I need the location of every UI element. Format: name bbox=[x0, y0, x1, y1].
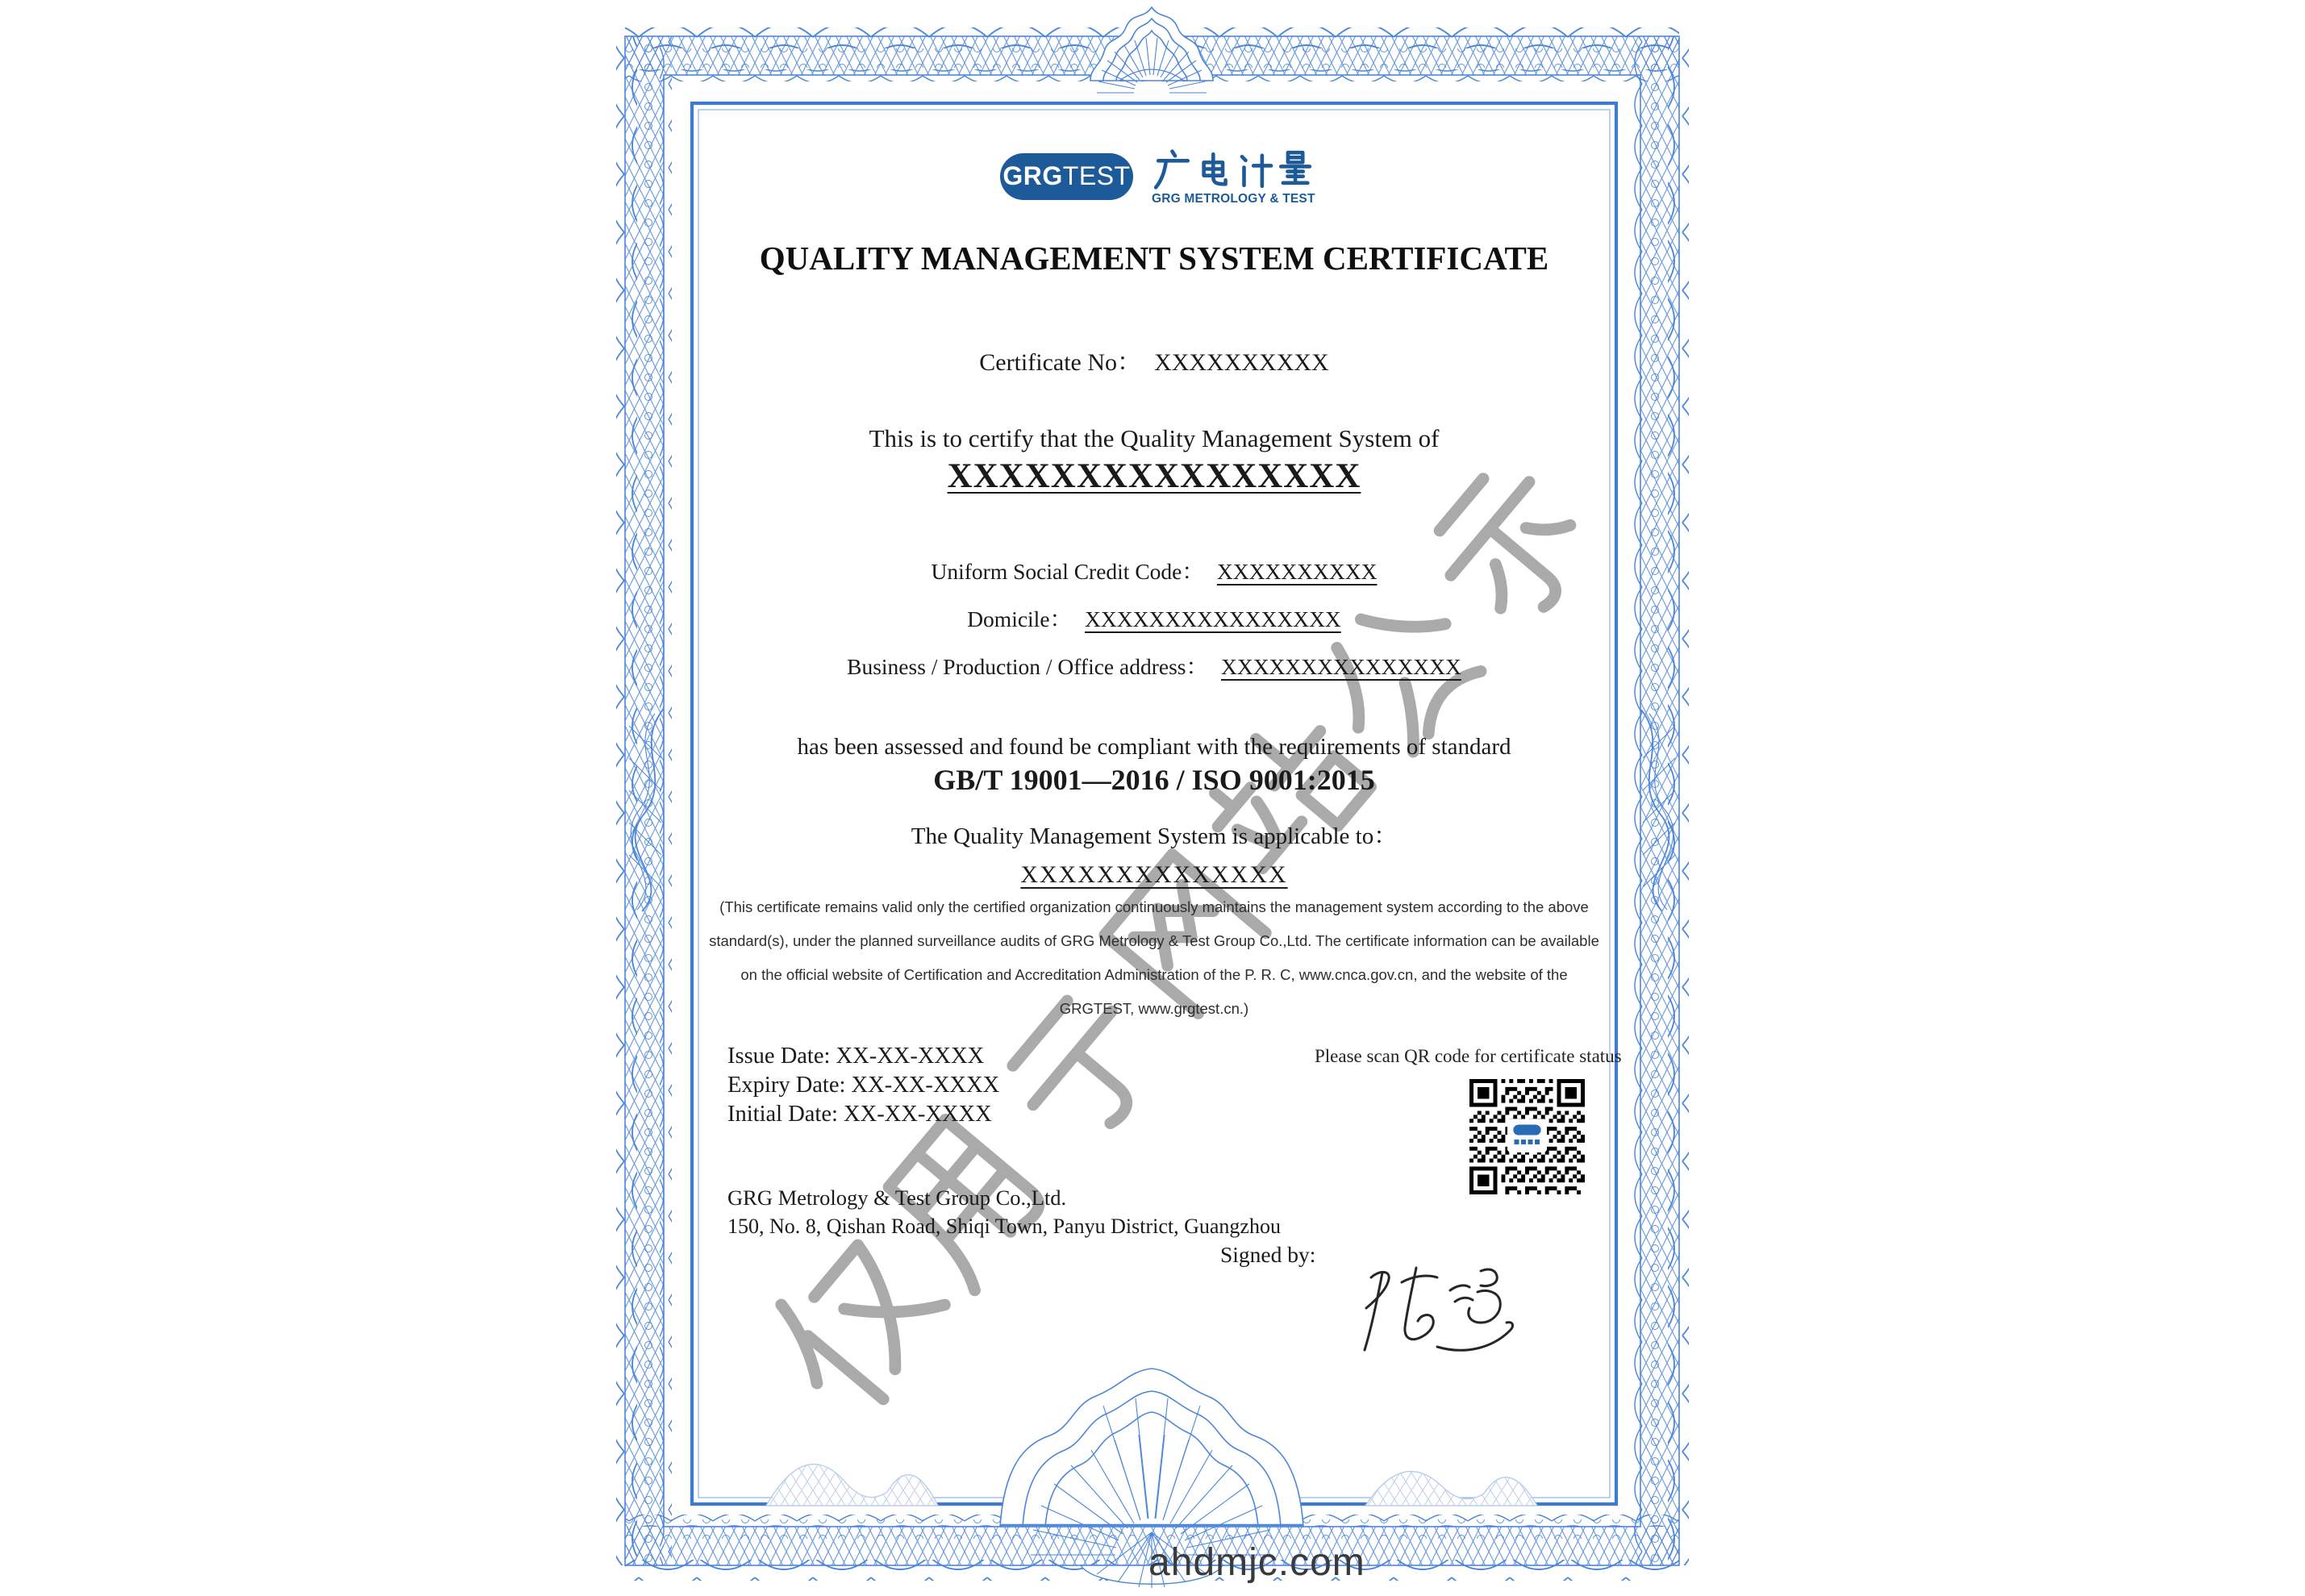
issue-date-value: XX-XX-XXXX bbox=[836, 1044, 985, 1069]
logo-tagline: GRG METROLOGY & TEST bbox=[1152, 192, 1315, 206]
issuer-name: GRG Metrology & Test Group Co.,Ltd. bbox=[727, 1186, 1067, 1210]
certify-intro-line: This is to certify that the Quality Management System of bbox=[869, 424, 1440, 452]
footer-site-text: ahdmjc.com bbox=[1148, 1541, 1365, 1584]
field-business-address bbox=[692, 648, 1616, 681]
qr-caption: Please scan QR code for certificate status bbox=[1315, 1046, 1622, 1066]
logo-pill-light: TEST bbox=[1062, 161, 1131, 190]
fine-print-line-4: GRGTEST, www.grgtest.cn.) bbox=[1059, 1000, 1249, 1017]
scope-intro-line: The Quality Management System is applicable to： bbox=[911, 823, 1398, 849]
signature-handwriting bbox=[1360, 1260, 1521, 1365]
initial-date-label: Initial Date: bbox=[727, 1102, 838, 1127]
field-business-address-label: Business / Production / Office address： bbox=[847, 654, 1208, 679]
certificate-no-label: Certificate No： bbox=[979, 349, 1142, 376]
field-domicile bbox=[692, 601, 1616, 633]
scope-value: XXXXXXXXXXXXXX bbox=[1020, 861, 1288, 888]
fine-print-line-3: on the official website of Certification and Accreditation Administration of the P. R. C, www.cnca.gov.cn, and the website of the bbox=[740, 966, 1568, 983]
logo-pill-bold: GRG bbox=[1002, 161, 1063, 190]
logo-chinese-characters-icon bbox=[1152, 148, 1316, 190]
logo-pill bbox=[1000, 153, 1133, 200]
issue-date-line bbox=[727, 1044, 984, 1069]
field-domicile-value: XXXXXXXXXXXXXXXX bbox=[1085, 606, 1341, 631]
certificate-no-value: XXXXXXXXXX bbox=[1154, 349, 1329, 376]
issuer-address: 150, No. 8, Qishan Road, Shiqi Town, Panyu District, Guangzhou bbox=[727, 1215, 1281, 1238]
issue-date-label: Issue Date: bbox=[727, 1044, 831, 1069]
qr-center-logo bbox=[1507, 1119, 1547, 1152]
certificate-no-line bbox=[692, 342, 1616, 377]
field-credit-code-label: Uniform Social Credit Code： bbox=[931, 559, 1204, 584]
field-domicile-label: Domicile： bbox=[967, 606, 1073, 631]
organization-name: XXXXXXXXXXXXXXXX bbox=[947, 457, 1361, 495]
field-business-address-value: XXXXXXXXXXXXXXX bbox=[1220, 654, 1461, 679]
initial-date-value: XX-XX-XXXX bbox=[844, 1102, 992, 1127]
page-title: QUALITY MANAGEMENT SYSTEM CERTIFICATE bbox=[759, 240, 1549, 277]
standard-line: GB/T 19001—2016 / ISO 9001:2015 bbox=[933, 764, 1375, 796]
fine-print-line-2: standard(s), under the planned surveillance audits of GRG Metrology & Test Group Co.,Ltd. The certificate information can be available bbox=[709, 932, 1599, 949]
qr-code bbox=[1469, 1079, 1585, 1194]
expiry-date-label: Expiry Date: bbox=[727, 1073, 846, 1098]
top-crest bbox=[1090, 7, 1213, 93]
signed-by-label: Signed by: bbox=[1220, 1242, 1316, 1267]
field-credit-code bbox=[692, 553, 1616, 585]
fine-print bbox=[692, 890, 1616, 1026]
fine-print-line-1: (This certificate remains valid only the certified organization continuously maintains the management system according to the above bbox=[719, 898, 1589, 915]
expiry-date-line bbox=[727, 1073, 999, 1098]
expiry-date-value: XX-XX-XXXX bbox=[851, 1073, 1000, 1098]
field-credit-code-value: XXXXXXXXXX bbox=[1216, 559, 1378, 584]
assessed-line: has been assessed and found be compliant with the requirements of standard bbox=[797, 734, 1511, 760]
initial-date-line bbox=[727, 1102, 992, 1127]
